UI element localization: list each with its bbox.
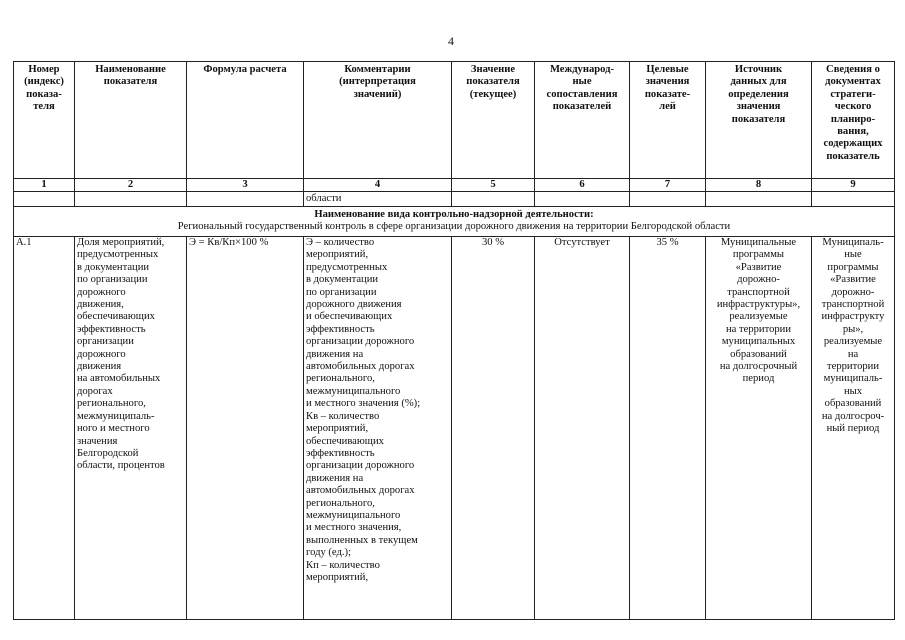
empty-cell bbox=[452, 192, 535, 207]
header-international: Международ- ные сопоставления показателей bbox=[535, 62, 630, 179]
header-row bbox=[14, 62, 895, 179]
section-row bbox=[14, 207, 895, 237]
cell-comment: Э – количество мероприятий, предусмотренных в документации по организации дорожного движения и обеспечивающих эффективность организации дорожного движения на автомобильных дорогах регионального, межмуниципального и местного значения (%); Кв – количество мероприятий, обеспечивающих эффективность организации дорожного движения на автомобильных дорогах регионального, межмуниципального и местного значения, выполненных в текущем году (ед.); Кп – количество мероприятий, bbox=[304, 237, 452, 620]
cell-index: А.1 bbox=[14, 237, 75, 620]
header-name: Наименование показателя bbox=[75, 62, 187, 179]
header-current-value: Значение показателя (текущее) bbox=[452, 62, 535, 179]
column-number: 7 bbox=[630, 179, 706, 192]
page-number: 4 bbox=[448, 34, 454, 48]
empty-cell bbox=[14, 192, 75, 207]
empty-cell bbox=[812, 192, 895, 207]
header-source: Источник данных для определения значения показателя bbox=[706, 62, 812, 179]
section-title: Наименование вида контрольно-надзорной деятельности: bbox=[314, 209, 594, 220]
header-index: Номер (индекс) показа- теля bbox=[14, 62, 75, 179]
cell-current-value: 30 % bbox=[452, 237, 535, 620]
column-number: 3 bbox=[187, 179, 304, 192]
empty-cell bbox=[187, 192, 304, 207]
column-number-row bbox=[14, 179, 895, 192]
column-number: 5 bbox=[452, 179, 535, 192]
continuation-text: области bbox=[304, 192, 452, 207]
empty-cell bbox=[75, 192, 187, 207]
cell-target: 35 % bbox=[630, 237, 706, 620]
column-number: 6 bbox=[535, 179, 630, 192]
column-number: 1 bbox=[14, 179, 75, 192]
column-number: 2 bbox=[75, 179, 187, 192]
cell-formula: Э = Кв/Кп×100 % bbox=[187, 237, 304, 620]
header-documents: Сведения о документах стратеги- ческого планиро- вания, содержащих показатель bbox=[812, 62, 895, 179]
empty-cell bbox=[630, 192, 706, 207]
section-subtitle: Региональный государственный контроль в сфере организации дорожного движения на территории Белгородской области bbox=[177, 221, 731, 233]
cell-source: Муниципальные программы «Развитие дорожно- транспортной инфраструктуры», реализуемые на территории муниципальных образований на долгосрочный период bbox=[706, 237, 812, 620]
column-number: 9 bbox=[812, 179, 895, 192]
cell-name: Доля мероприятий, предусмотренных в документации по организации дорожного движения, обеспечивающих эффективность организации дорожного движения на автомобильных дорогах регионального, межмуниципаль- ного и местного значения Белгородской области, процентов bbox=[75, 237, 187, 620]
header-target: Целевые значения показате- лей bbox=[630, 62, 706, 179]
section-cell bbox=[14, 207, 895, 237]
column-number: 4 bbox=[304, 179, 452, 192]
header-comment: Комментарии (интерпретация значений) bbox=[304, 62, 452, 179]
indicators-table bbox=[13, 61, 895, 620]
cell-documents: Муниципаль- ные программы «Развитие дорожно- транспортной инфраструкту ры», реализуемые на территории муниципаль- ных образований на долгосроч- ный период bbox=[812, 237, 895, 620]
empty-cell bbox=[535, 192, 630, 207]
empty-cell bbox=[706, 192, 812, 207]
header-formula: Формула расчета bbox=[187, 62, 304, 179]
column-number: 8 bbox=[706, 179, 812, 192]
continuation-row bbox=[14, 192, 895, 207]
cell-international: Отсутствует bbox=[535, 237, 630, 620]
table-row bbox=[14, 237, 895, 620]
